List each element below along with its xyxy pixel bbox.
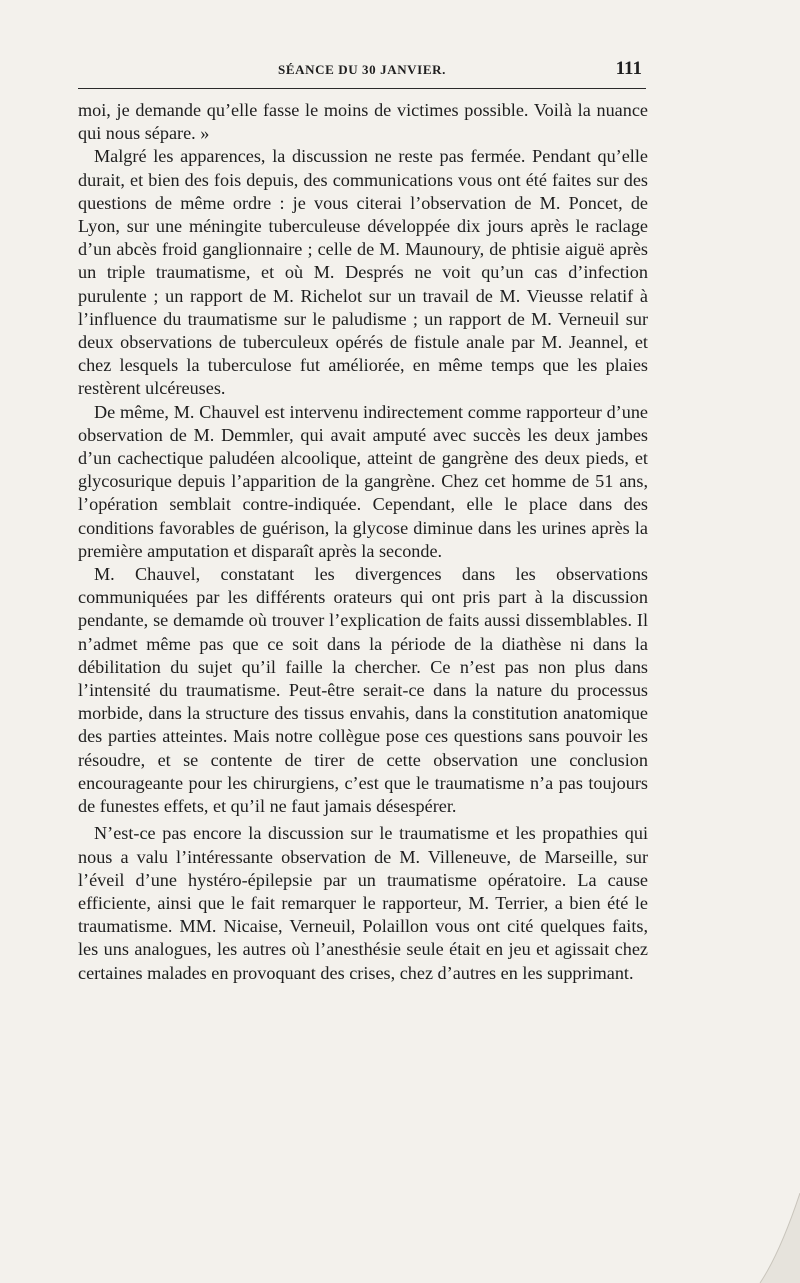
- header-rule: [78, 88, 646, 89]
- paragraph-continuation: moi, je demande qu’elle fasse le moins de victimes possible. Voilà la nuance qui nous sépare. »: [78, 100, 648, 144]
- running-head: [78, 60, 646, 84]
- page-number: 111: [615, 58, 642, 79]
- paragraph-chauvel-divergences: M. Chauvel, constatant les divergences dans les observations communiquées par les différents orateurs qui ont pris part à la discussion pendante, se demamde où trouver l’explication de faits aussi dissemblables. Il n’admet même pas que ce soit dans la période de la diathèse ni dans la débilitation du sujet qu’il faille la chercher. Ce n’est pas non plus dans l’intensité du traumatisme. Peut-être serait-ce dans la nature du processus morbide, dans la structure des tissus envahis, dans la constitution anatomique des parties atteintes. Mais notre collègue pose ces questions sans pouvoir les résoudre, et se contente de tirer de cette observation une conclusion encourageante pour les chirurgiens, c’est que le traumatisme n’a pas toujours de funestes effets, et qu’il ne faut jamais désespérer.: [78, 564, 648, 817]
- paragraph-discussion: Malgré les apparences, la discussion ne reste pas fermée. Pendant qu’elle durait, et bien des fois depuis, des communications vous ont été faites sur des questions de même ordre : je vous citerai l’observation de M. Poncet, de Lyon, sur une méningite tuberculeuse développée dix jours après le raclage d’un abcès froid ganglionnaire ; celle de M. Maunoury, de phtisie aiguë après un triple traumatisme, et où M. Després ne voit qu’un cas d’infection purulente ; un rapport de M. Richelot sur un travail de M. Vieusse relatif à l’influence du traumatisme sur le paludisme ; un rapport de M. Verneuil sur deux observations de tuberculeux opérés de fistule anale par M. Jeannel, et chez lesquels la tuberculose fut améliorée, en même temps que les plaies restèrent ulcéreuses.: [78, 146, 648, 399]
- paragraph-chauvel-report: De même, M. Chauvel est intervenu indirectement comme rapporteur d’une observation de M. Demmler, qui avait amputé avec succès les deux jambes d’un cachectique paludéen alcoolique, atteint de gangrène des deux pieds, et glycosurique depuis l’apparition de la gangrène. Chez cet homme de 51 ans, l’opération semblait contre-indiquée. Cependant, elle le place dans des conditions favorables de guérison, la glycose diminue dans les urines après la première amputation et disparaît après la seconde.: [78, 401, 648, 561]
- page-corner-curl: [740, 1193, 800, 1283]
- running-title: SÉANCE DU 30 JANVIER.: [278, 62, 446, 77]
- paragraph-hysteria: N’est-ce pas encore la discussion sur le traumatisme et les propathies qui nous a valu l’intéressante observation de M. Villeneuve, de Marseille, sur l’éveil d’une hystéro-épilepsie par un traumatisme opératoire. La cause efficiente, ainsi que le fait remarquer le rapporteur, M. Terrier, a bien été le traumatisme. MM. Nicaise, Verneuil, Polaillon vous ont cité quelques faits, les uns analogues, les autres où l’anesthésie seule était en jeu et agissait chez certaines malades en provoquant des crises, chez d’autres en les supprimant.: [78, 823, 648, 983]
- body-text: [78, 99, 648, 985]
